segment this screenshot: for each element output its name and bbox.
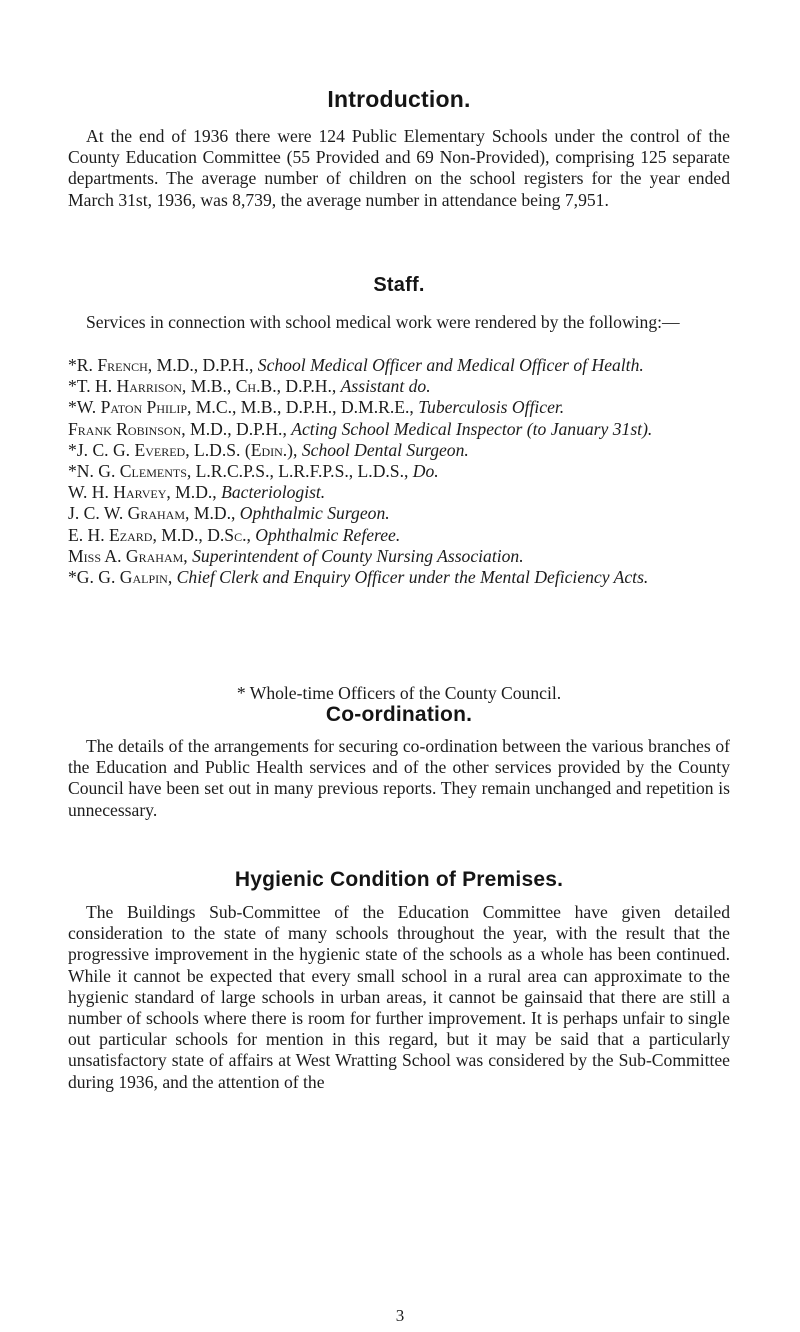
staff-role: Ophthalmic Referee.: [255, 524, 401, 545]
staff-entry: [68, 376, 730, 397]
staff-entry: [68, 525, 730, 546]
staff-entry: [68, 461, 730, 482]
staff-name: *J. C. G. Evered, L.D.S. (Edin.),: [68, 439, 298, 460]
staff-name: E. H. Ezard, M.D., D.Sc.,: [68, 524, 251, 545]
staff-role: Assistant do.: [340, 376, 431, 397]
staff-footnote: * Whole-time Officers of the County Council.: [236, 683, 562, 703]
staff-name: Miss A. Graham,: [68, 545, 188, 566]
staff-entry: [68, 482, 730, 503]
staff-name: *W. Paton Philip, M.C., M.B., D.P.H., D.M.R.E.,: [68, 397, 414, 418]
staff-intro-paragraph: Services in connection with school medical work were rendered by the following:—: [86, 312, 680, 332]
staff-role: School Medical Officer and Medical Officer of Health.: [257, 355, 644, 375]
staff-role: Superintendent of County Nursing Association.: [192, 545, 524, 566]
staff-entry: [68, 419, 730, 440]
introduction-paragraph: At the end of 1936 there were 124 Public Elementary Schools under the control of the County Education Committee (55 Provided and 69 Non-Provided), comprising 125 separate departments. The average number of children on the school registers for the year ended March 31st, 1936, was 8,739, the average number in attendance being 7,951.: [68, 126, 730, 210]
staff-name: *R. French, M.D., D.P.H.,: [68, 355, 254, 375]
page-number: 3: [395, 1306, 405, 1325]
staff-entry: [68, 440, 730, 461]
staff-role: School Dental Surgeon.: [301, 439, 469, 460]
staff-heading: Staff.: [373, 274, 425, 296]
coordination-heading: Co-ordination.: [325, 703, 473, 726]
staff-role: Acting School Medical Inspector (to January 31st).: [291, 418, 653, 439]
staff-role: Ophthalmic Surgeon.: [239, 503, 390, 524]
staff-entry: [68, 567, 730, 588]
staff-role: Do.: [412, 461, 439, 482]
hygienic-condition-paragraph: The Buildings Sub-Committee of the Education Committee have given detailed consideration to the state of many schools throughout the year, with the result that the progressive improvement in the hygienic state of the schools as a whole has been continued. While it cannot be expected that every small school in a rural area can approximate to the hygienic standard of large schools in urban areas, it cannot be gainsaid that there are still a number of schools where there is room for further improvement. It is perhaps unfair to single out particular schools for mention in this regard, but it may be said that a particularly unsatisfactory state of affairs at West Wratting School was considered by the Sub-Committee during 1936, and the attention of the: [68, 902, 730, 1092]
staff-role: Chief Clerk and Enquiry Officer under the Mental Deficiency Acts.: [176, 567, 649, 588]
staff-name: Frank Robinson, M.D., D.P.H.,: [68, 418, 287, 439]
staff-role: Bacteriologist.: [221, 482, 326, 503]
staff-entry: [68, 503, 730, 524]
staff-name: *T. H. Harrison, M.B., Ch.B., D.P.H.,: [68, 376, 337, 397]
staff-role: Tuberculosis Officer.: [418, 397, 565, 418]
staff-entry: [68, 546, 730, 567]
staff-entry: [68, 355, 730, 376]
staff-name: *G. G. Galpin,: [68, 567, 173, 588]
staff-entry: [68, 397, 730, 418]
coordination-paragraph: The details of the arrangements for securing co-ordination between the various branches of the Education and Public Health services and of the other services provided by the County Council have been set out in many previous reports. They remain unchanged and repetition is unnecessary.: [68, 736, 730, 820]
staff-name: W. H. Harvey, M.D.,: [68, 482, 217, 503]
staff-name: J. C. W. Graham, M.D.,: [68, 503, 236, 524]
hygienic-condition-heading: Hygienic Condition of Premises.: [234, 868, 564, 891]
staff-name: *N. G. Clements, L.R.C.P.S., L.R.F.P.S., L.D.S.,: [68, 461, 409, 482]
introduction-heading: Introduction.: [327, 86, 471, 112]
staff-list: [68, 355, 730, 588]
